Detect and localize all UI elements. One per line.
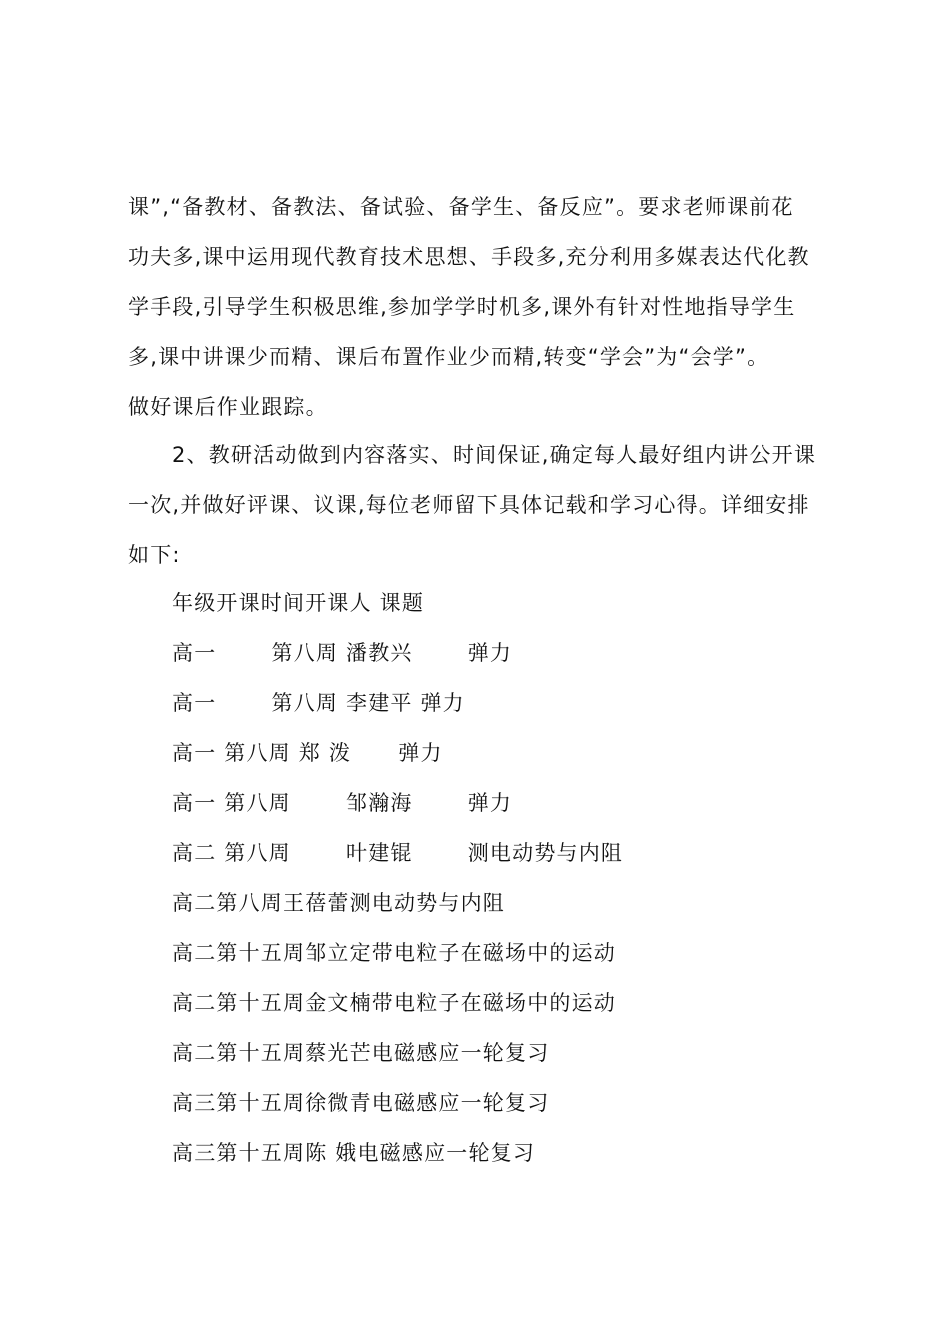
schedule-row: 高一 第八周 邹瀚海 弹力 xyxy=(172,791,513,815)
schedule-row: 高一 第八周 潘教兴 弹力 xyxy=(172,641,513,665)
paragraph-line: 做好课后作业跟踪。 xyxy=(128,395,328,419)
schedule-row: 高二 第八周 叶建锟 测电动势与内阻 xyxy=(172,841,624,865)
paragraph-line: 学手段,引导学生积极思维,参加学学时机多,课外有针对性地指导学生 xyxy=(128,295,796,319)
paragraph-line: 一次,并做好评课、议课,每位老师留下具体记载和学习心得。详细安排 xyxy=(128,493,810,517)
paragraph-line: 如下: xyxy=(128,543,181,567)
schedule-header: 年级开课时间开课人 课题 xyxy=(172,591,425,615)
paragraph-line: 多,课中讲课少而精、课后布置作业少而精,转变“学会”为“会学”。 xyxy=(128,345,770,369)
schedule-row: 高二第八周王蓓蕾测电动势与内阻 xyxy=(172,891,505,915)
schedule-row: 高一 第八周 郑 泼 弹力 xyxy=(172,741,443,765)
schedule-row: 高二第十五周金文楠带电粒子在磁场中的运动 xyxy=(172,991,616,1015)
schedule-row: 高一 第八周 李建平 弹力 xyxy=(172,691,465,715)
schedule-row: 高二第十五周邹立定带电粒子在磁场中的运动 xyxy=(172,941,616,965)
paragraph-line: 2、教研活动做到内容落实、时间保证,确定每人最好组内讲公开课 xyxy=(172,443,817,467)
paragraph-line: 功夫多,课中运用现代教育技术思想、手段多,充分利用多媒表达代化教 xyxy=(128,245,810,269)
paragraph-line: 课”,“备教材、备教法、备试验、备学生、备反应”。要求老师课前花 xyxy=(128,195,794,219)
open-class-schedule xyxy=(172,578,812,1178)
schedule-row: 高三第十五周徐微青电磁感应一轮复习 xyxy=(172,1091,550,1115)
paragraph-research-activities xyxy=(128,430,832,580)
schedule-row: 高三第十五周陈 娥电磁感应一轮复习 xyxy=(172,1141,536,1165)
paragraph-teaching-requirements xyxy=(128,182,832,432)
schedule-row: 高二第十五周蔡光芒电磁感应一轮复习 xyxy=(172,1041,550,1065)
